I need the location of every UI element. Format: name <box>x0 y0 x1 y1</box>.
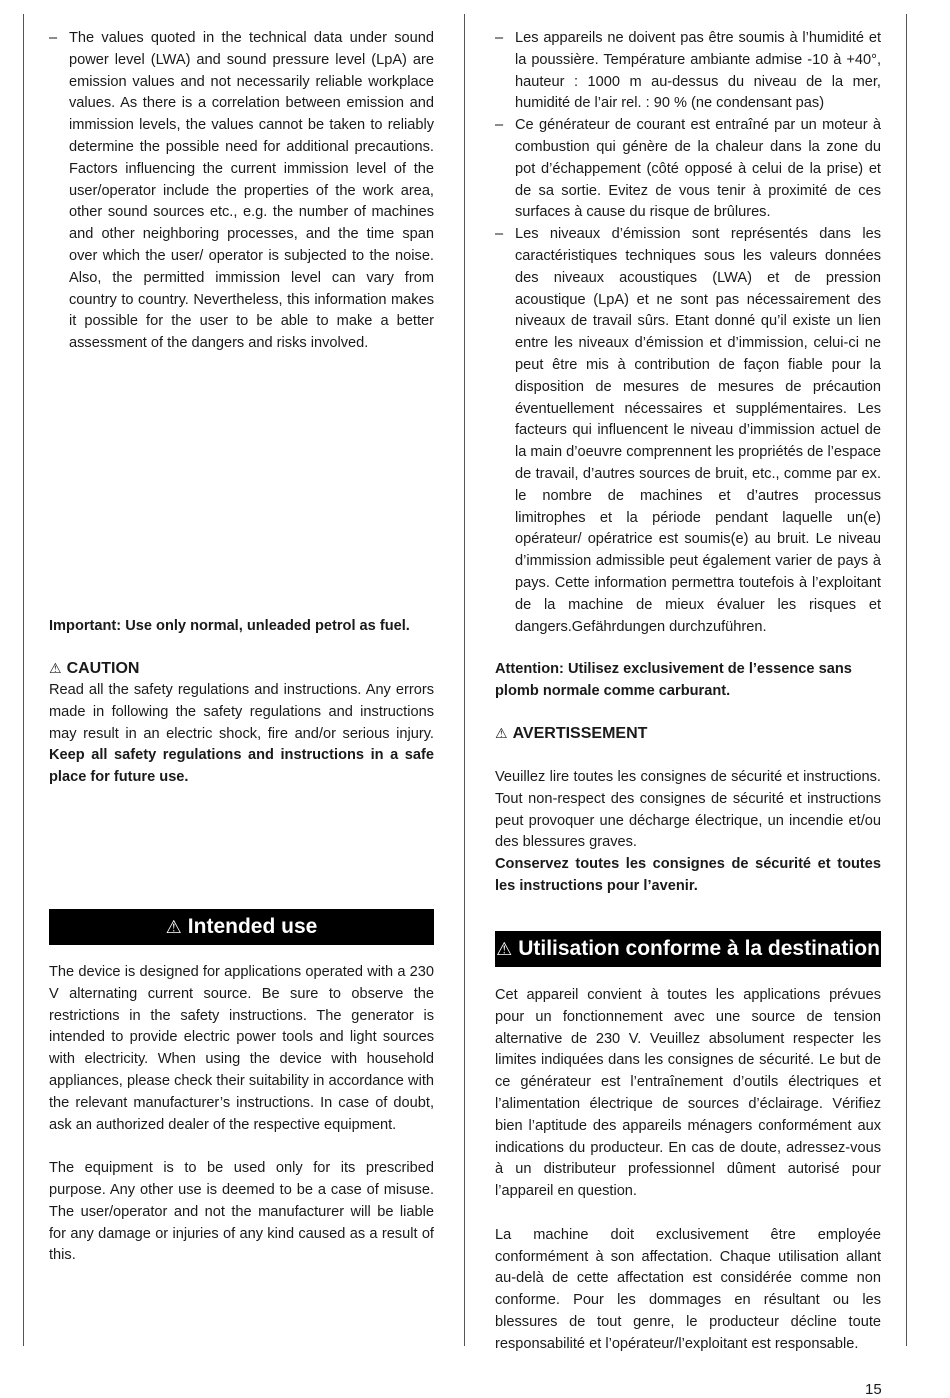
list-item <box>495 224 881 638</box>
caution-block <box>495 767 881 898</box>
caution-bold-text: Conservez toutes les consignes de sécurité et toutes les instructions pour l’avenir. <box>495 856 881 894</box>
list-item <box>495 28 881 115</box>
warning-triangle-icon: ⚠ <box>496 939 513 959</box>
caution-paragraph <box>49 680 434 789</box>
warning-triangle-icon: ⚠ <box>49 660 62 676</box>
page-number: 15 <box>865 1381 882 1398</box>
bullet-dash: – <box>49 30 58 46</box>
bullet-dash: – <box>495 30 504 46</box>
intended-use-paragraph-2: La machine doit exclusivement être employée conformément à son affectation. Chaque utilisation allant au-delà de cette affectation est considérée comme non conforme. Pour les dommages en résultant ou les blessures de tout genre, le producteur décline toute responsabilité et l’opérateur/l’exploitant est responsable. <box>495 1226 881 1352</box>
right-margin-rule <box>906 14 907 1346</box>
caution-title: AVERTISSEMENT <box>512 725 648 742</box>
sound-level-text: The values quoted in the technical data under sound power level (LWA) and sound pressure level (LpA) are emission values and not necessarily reliable workplace values. As there is a correlation between emission and immission levels, the values cannot be taken to reliably determine the possible need for additional precautions. Factors influencing the current immission level of the user/operator include the properties of the work area, other sound sources etc., e.g. the number of machines and other neighboring processes, and the time span over which the user/ operator is subjected to the noise. Also, the permitted immission level can vary from country to country. Nevertheless, this information makes it possible for the user to be able to make a better assessment of the dangers and risks involved. <box>69 30 434 352</box>
caution-title: CAUTION <box>66 660 140 677</box>
intended-use-banner <box>495 931 881 967</box>
emission-bullet-text: Les niveaux d’émission sont représentés dans les caractéristiques techniques sous les valeurs données des niveaux acoustiques (LWA) et de pression acoustique (LpA) et ne sont pas nécessairement des niveaux de travail sûrs. Etant donné qu’il existe un lien entre les niveaux d’émission et d’immission, celui-ci ne peut être mis à contribution de façon fiable pour la disposition de mesures de mesures de précaution éventuellement nécessaires et supplémentaires. Les facteurs qui influencent le niveau d’immission actuel de la main d’oeuvre comprennent les propriétés de l’espace de travail, d’autres sources de bruit, etc., comme par ex. le nombre de machines et d’autres processus limitrophes et la période pendant laquelle un(e) opérateur/ opératrice est soumis(e) au bruit. Le niveau d’immission admissible peut également varier de pays à pays. Cette information permettra toutefois à l’exploitant de la machine de mieux évaluer les risques et dangers.Gefährdungen durchzuführen. <box>515 226 881 635</box>
fuel-note: Important: Use only normal, unleaded petrol as fuel. <box>49 618 410 634</box>
intended-use-body <box>49 962 434 1267</box>
caution-block <box>49 657 434 789</box>
warning-triangle-icon: ⚠ <box>495 725 508 741</box>
caution-text: Veuillez lire toutes les consignes de sécurité et instructions. Tout non-respect des consignes de sécurité et instructions peut provoquer une décharge électrique, un incendie et/ou des blessures graves. <box>495 769 881 851</box>
intended-use-paragraph-2: The equipment is to be used only for its prescribed purpose. Any other use is deemed to be a case of misuse. The user/operator and not the manufacturer will be liable for any damage or injuries of any kind caused as a result of this. <box>49 1160 434 1264</box>
exhaust-bullet-text: Ce générateur de courant est entraîné par un moteur à combustion qui génère de la chaleur dans la zone du pot d’échappement (côté opposé à celui de la prise) et de sa sortie. Evitez de vous tenir à proximité de ces surfaces à cause du risque de brûlures. <box>515 117 881 221</box>
list-item <box>495 115 881 224</box>
humidity-bullet-text: Les appareils ne doivent pas être soumis à l’humidité et la poussière. Température ambiante admise -10 à +40°, hauteur : 1000 m au-dessus du niveau de la mer, humidité de l’air rel. : 90 % (ne condensant pas) <box>515 30 881 112</box>
caution-text: Read all the safety regulations and instructions. Any errors made in following the safety regulations and instructions may result in an electric shock, fire and/or serious injury. <box>49 682 434 742</box>
left-margin-rule <box>23 14 24 1346</box>
sound-level-bullet <box>49 28 434 355</box>
intended-use-paragraph-1: The device is designed for applications operated with a 230 V alternating current source. Be sure to observe the restrictions in the safety instructions. The generator is intended to provide electric power tools and light sources with electricity. When using the device with household appliances, please check their suitability in accordance with the relevant manufacturer’s instructions. In case of doubt, ask an authorized dealer of the respective equipment. <box>49 964 434 1133</box>
caution-heading <box>49 657 434 680</box>
bullet-list <box>495 28 881 638</box>
intended-use-title: Utilisation conforme à la destination <box>518 937 880 960</box>
caution-heading <box>495 722 881 745</box>
column-divider-rule <box>464 14 465 1346</box>
intended-use-banner <box>49 909 434 945</box>
intended-use-body <box>495 985 881 1356</box>
bullet-dash: – <box>495 226 504 243</box>
fuel-note: Attention: Utilisez exclusivement de l’essence sans plomb normale comme carburant. <box>495 661 852 699</box>
caution-bold-text: Keep all safety regulations and instructions in a safe place for future use. <box>49 747 434 786</box>
bullet-dash: – <box>495 117 504 134</box>
intended-use-paragraph-1: Cet appareil convient à toutes les applications prévues pour un fonctionnement avec une source de tension alternative de 230 V. Veuillez absolument respecter les limites indiquées dans les consignes de sécurité. Le but de ce générateur est l’entraînement d’outils électriques et l’alimentation électrique de sources d’éclairage. Vérifiez bien l’aptitude des appareils ménagers conformément aux indications du producteur. En cas de doute, adressez-vous à un distributeur professionnel dûment autorisé pour l’appareil en question. <box>495 987 881 1200</box>
intended-use-title: Intended use <box>187 915 318 938</box>
warning-triangle-icon: ⚠ <box>165 917 182 937</box>
